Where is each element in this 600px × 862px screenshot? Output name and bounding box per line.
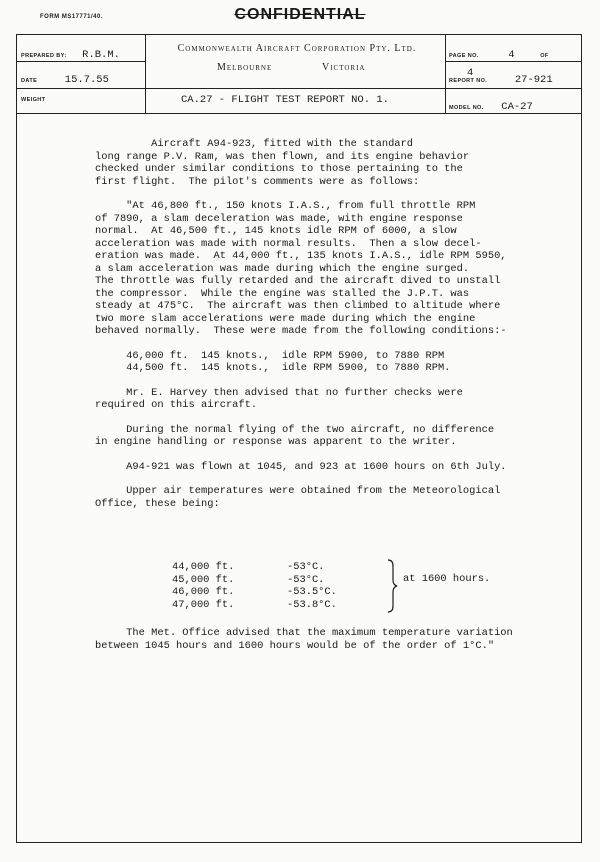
date-value: 15.7.55: [64, 74, 109, 86]
prepared-by-value: R.B.M.: [82, 49, 120, 61]
report-body: [95, 138, 575, 510]
conditions-list: 46,000 ft. 145 knots., idle RPM 5900, to 7880 RPM 44,500 ft. 145 knots., idle RPM 5900, to 7880 RPM.: [95, 349, 451, 374]
company-state: Victoria: [322, 62, 366, 73]
paragraph-3: Mr. E. Harvey then advised that no further checks were required on this aircraft.: [95, 386, 463, 411]
paragraph-1: Aircraft A94-923, fitted with the standard long range P.V. Ram, was then flown, and its engine behavior checked under similar conditions to those pertaining to the first flight. The pilot's comments were as follows:: [95, 138, 470, 188]
company-name: Commonwealth Aircraft Corporation Pty. Ltd.: [177, 43, 417, 54]
temperature-table: [172, 561, 387, 611]
paragraph-4: During the normal flying of the two aircraft, no difference in engine handling or response was apparent to the writer.: [95, 423, 495, 448]
page-field: PAGE NO. 4 OF 4: [449, 49, 549, 79]
report-number-field: REPORT NO. 27-921: [449, 74, 553, 86]
paragraph-2-pilot-comments: "At 46,800 ft., 150 knots I.A.S., from full throttle RPM of 7890, a slam deceleration was made, with engine response normal. At 46,500 ft., 145 knots idle RPM of 6000, a slow acceleration was made with normal results. Then a slow decel- eration was made. At 44,000 ft., 135 knots I.A.S., idle RPM 5950, a slam acceleration was made during which the engine surged. The throttle was fully retarded and the aircraft dived to unstall the compressor. While the engine was stalled the J.P.T. was steady at 475°C. The aircraft was then climbed to altitude where two more slam accelerations were made during which the engine behaved normally. These were made from the following conditions:-: [95, 200, 507, 337]
paragraph-5: A94-921 was flown at 1045, and 923 at 1600 hours on 6th July.: [95, 460, 507, 473]
report-title: CA.27 - FLIGHT TEST REPORT NO. 1.: [181, 94, 389, 106]
temperature-row: 45,000 ft. -53°C.: [172, 573, 325, 586]
classification-stamp: CONFIDENTIAL: [234, 6, 366, 23]
brace-icon: [386, 558, 398, 614]
temperature-row: 47,000 ft. -53.8°C.: [172, 598, 337, 611]
weight-label: WEIGHT: [21, 97, 46, 103]
date-field: DATE 15.7.55: [21, 74, 109, 86]
temperature-row: 46,000 ft. -53.5°C.: [172, 586, 337, 598]
temperature-row: 44,000 ft. -53°C.: [172, 561, 325, 573]
paragraph-6: Upper air temperatures were obtained from the Meteorological Office, these being:: [95, 485, 501, 510]
report-header: [16, 34, 582, 114]
model-number-field: MODEL NO. CA-27: [449, 101, 533, 113]
company-city: Melbourne: [217, 62, 273, 73]
form-number: FORM MS17771/40.: [40, 14, 104, 20]
paragraph-7: The Met. Office advised that the maximum temperature variation between 1045 hours and 1600 hours would be of the order of 1°C.": [95, 627, 513, 652]
temperature-time: at 1600 hours.: [403, 573, 491, 585]
prepared-by-field: PREPARED BY: R.B.M.: [21, 49, 120, 61]
